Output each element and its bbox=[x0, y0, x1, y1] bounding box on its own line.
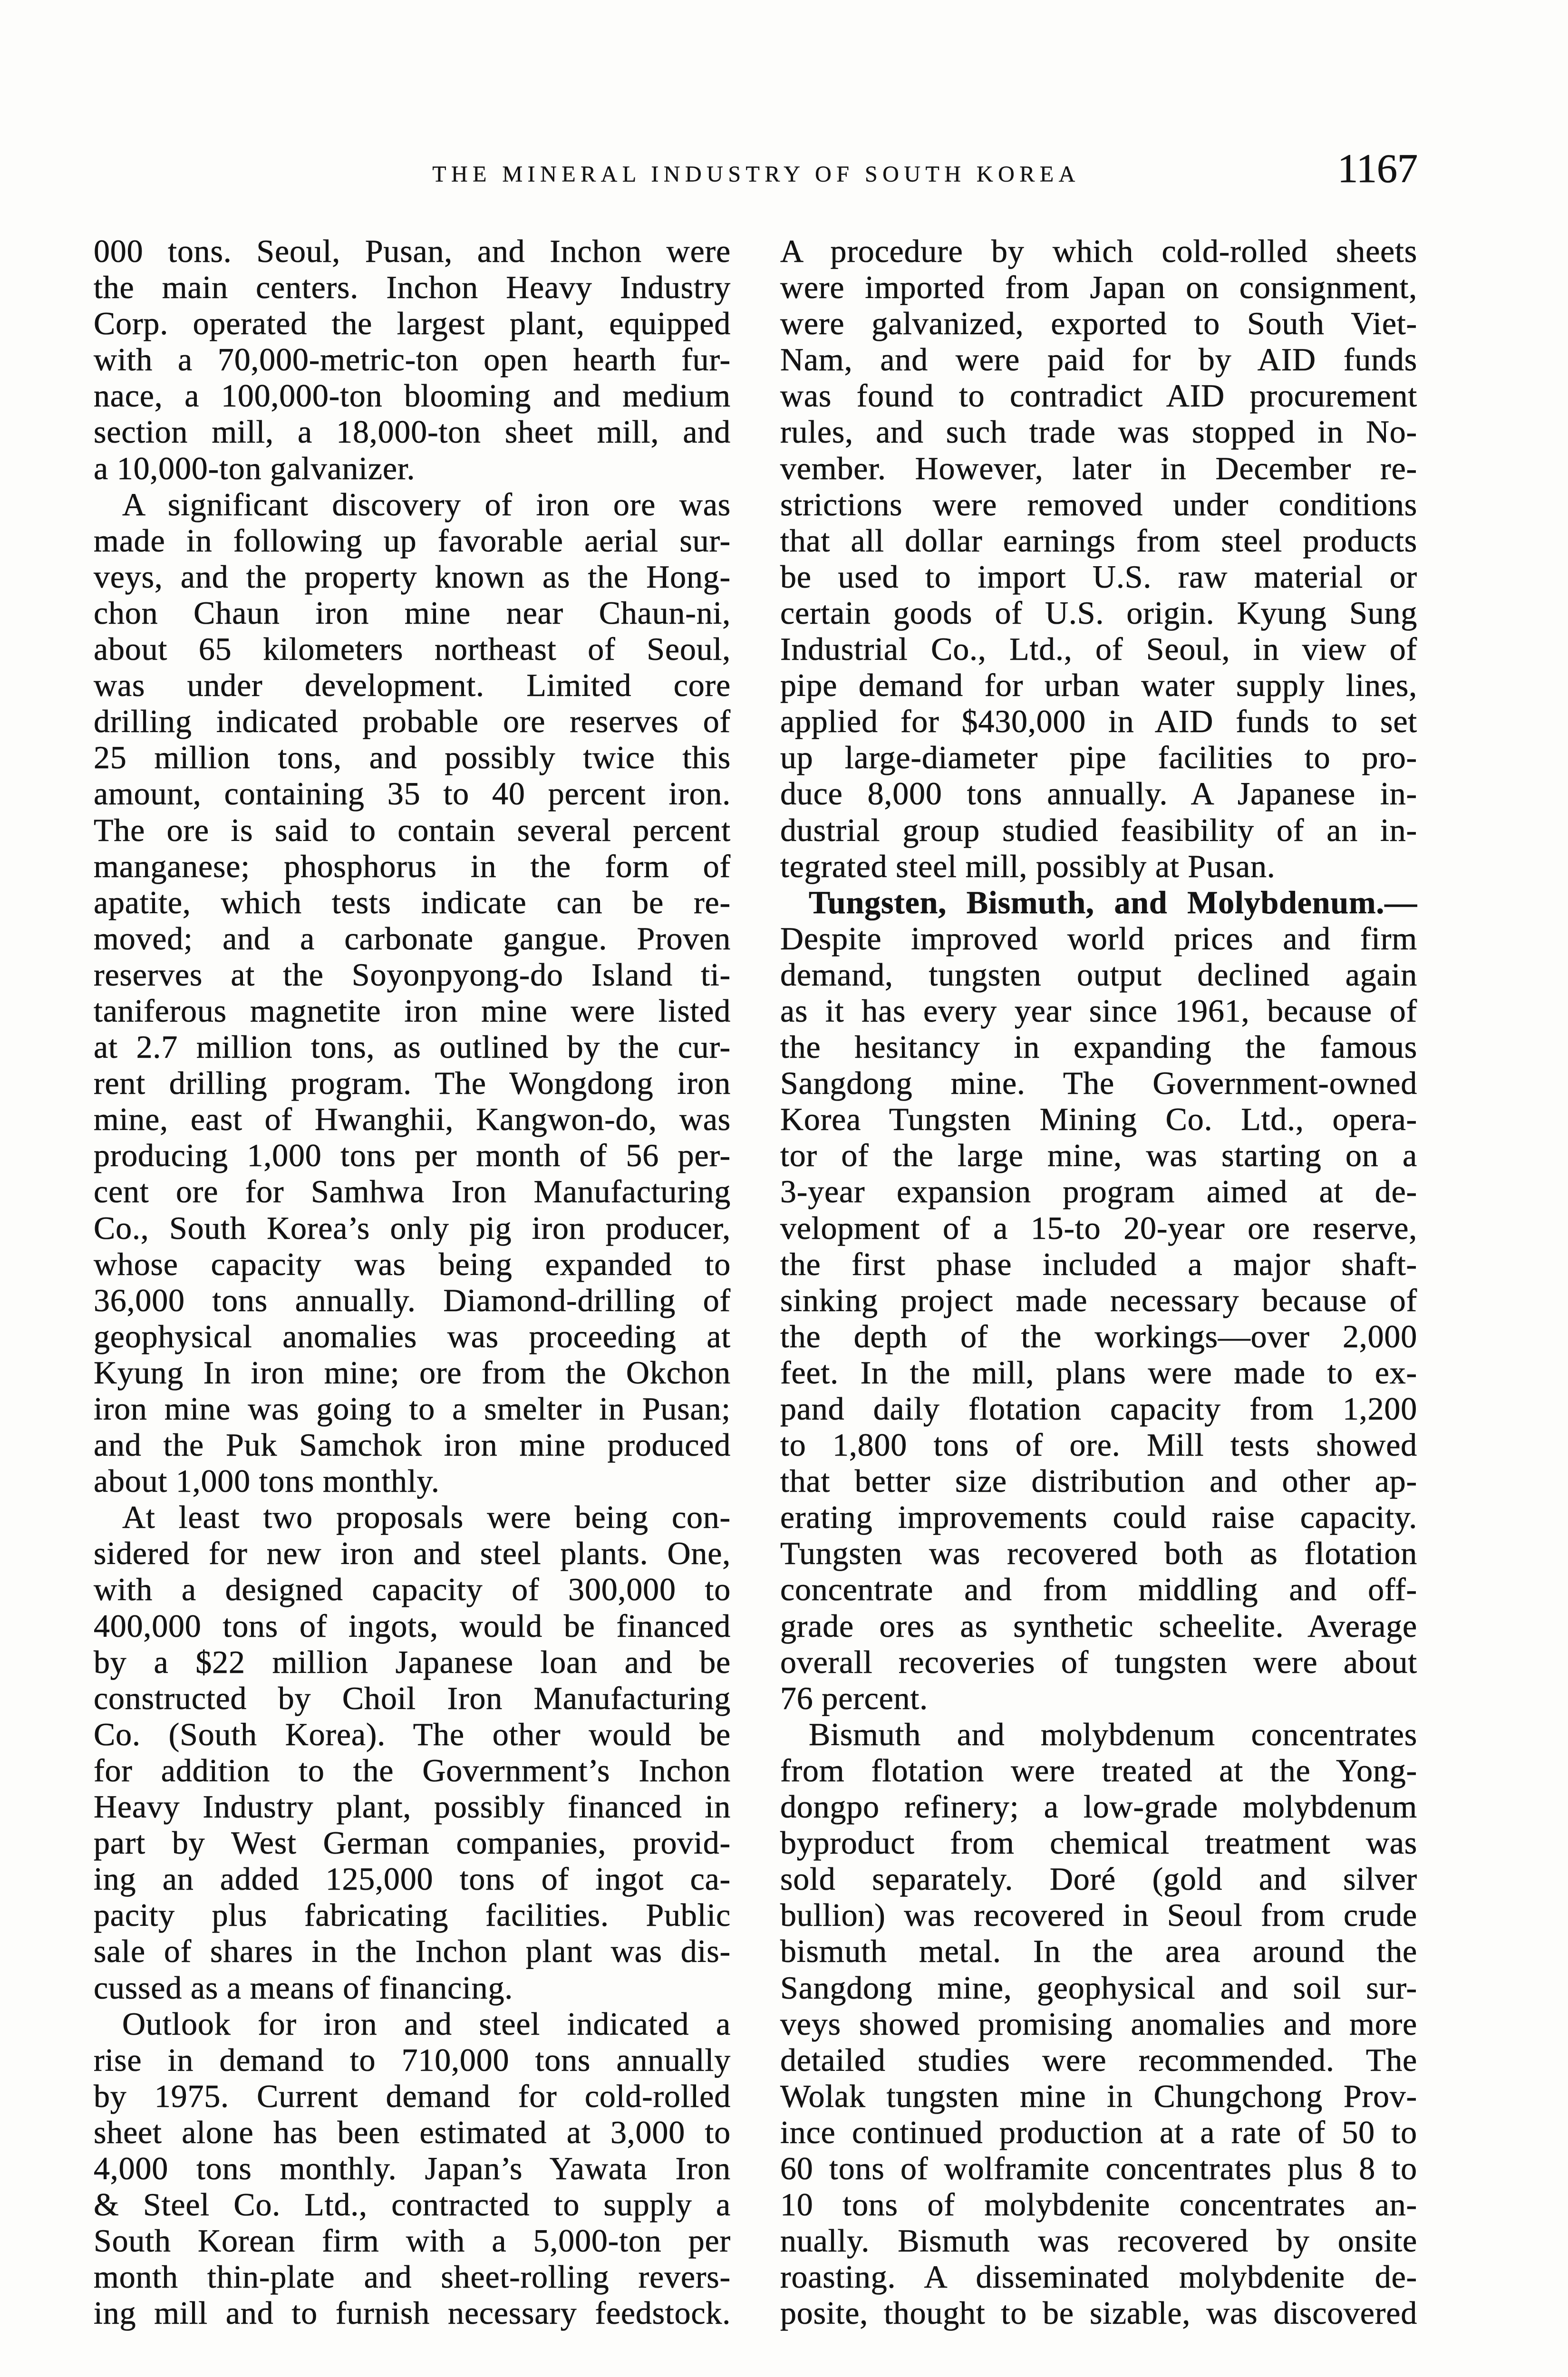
text-line: was found to contradict AID procurement bbox=[780, 377, 1417, 414]
text-line: 60 tons of wolframite concentrates plus 8 to bbox=[780, 2150, 1417, 2186]
text-line: byproduct from chemical treatment was bbox=[780, 1825, 1417, 1861]
page-number: 1167 bbox=[1337, 145, 1418, 191]
text-line: that better size distribution and other ap- bbox=[780, 1463, 1417, 1499]
text-line: detailed studies were recommended. The bbox=[780, 2041, 1417, 2078]
text-line: strictions were removed under conditions bbox=[780, 486, 1417, 522]
text-line: velopment of a 15-to 20-year ore reserve, bbox=[780, 1209, 1417, 1246]
text-line: was under development. Limited core bbox=[94, 667, 731, 704]
text-line: manganese; phosphorus in the form of bbox=[94, 848, 731, 884]
text-line: duce 8,000 tons annually. A Japanese in- bbox=[780, 775, 1417, 812]
text-line: producing 1,000 tons per month of 56 per- bbox=[94, 1137, 731, 1174]
text-line: from flotation were treated at the Yong- bbox=[780, 1752, 1417, 1788]
text-line: 25 million tons, and possibly twice this bbox=[94, 739, 731, 776]
paragraph-continued bbox=[94, 233, 731, 486]
text-line: sinking project made necessary because of bbox=[780, 1282, 1417, 1318]
text-line: A procedure by which cold-rolled sheets bbox=[780, 233, 1417, 269]
text-line: South Korean firm with a 5,000-ton per bbox=[94, 2222, 731, 2259]
text-line: concentrate and from middling and off- bbox=[780, 1571, 1417, 1608]
text-line: grade ores as synthetic scheelite. Average bbox=[780, 1607, 1417, 1644]
text-line: sidered for new iron and steel plants. One, bbox=[94, 1535, 731, 1572]
text-line: pipe demand for urban water supply lines, bbox=[780, 667, 1417, 704]
text-line: Sangdong mine. The Government-owned bbox=[780, 1065, 1417, 1102]
text-line: pacity plus fabricating facilities. Public bbox=[94, 1897, 731, 1933]
text-line: 10 tons of molybdenite concentrates an- bbox=[780, 2186, 1417, 2223]
text-line: constructed by Choil Iron Manufacturing bbox=[94, 1680, 731, 1716]
text-line: were galvanized, exported to South Viet- bbox=[780, 305, 1417, 342]
text-line: to 1,800 tons of ore. Mill tests showed bbox=[780, 1427, 1417, 1463]
left-column bbox=[94, 233, 731, 2331]
text-line: bismuth metal. In the area around the bbox=[780, 1933, 1417, 1970]
text-line: for addition to the Government’s Inchon bbox=[94, 1752, 731, 1788]
text-line: cussed as a means of financing. bbox=[94, 1969, 513, 2006]
text-line: that all dollar earnings from steel products bbox=[780, 522, 1417, 559]
text-line: rules, and such trade was stopped in No- bbox=[780, 414, 1417, 450]
text-line: ing an added 125,000 tons of ingot ca- bbox=[94, 1861, 731, 1897]
text-line: Outlook for iron and steel indicated a bbox=[122, 2005, 731, 2042]
text-line: Bismuth and molybdenum concentrates bbox=[809, 1716, 1417, 1752]
text-line: Co. (South Korea). The other would be bbox=[94, 1716, 731, 1752]
text-line: rise in demand to 710,000 tons annually bbox=[94, 2041, 731, 2078]
text-line: Tungsten was recovered both as flotation bbox=[780, 1535, 1417, 1572]
text-line: veys, and the property known as the Hong- bbox=[94, 558, 731, 595]
text-line: sold separately. Doré (gold and silver bbox=[780, 1861, 1417, 1897]
text-line: applied for $430,000 in AID funds to set bbox=[780, 703, 1417, 740]
text-line: cent ore for Samhwa Iron Manufacturing bbox=[94, 1173, 731, 1210]
text-line: & Steel Co. Ltd., contracted to supply a bbox=[94, 2186, 731, 2223]
text-line: by 1975. Current demand for cold-rolled bbox=[94, 2077, 731, 2114]
text-line: the first phase included a major shaft- bbox=[780, 1246, 1417, 1282]
text-line: as it has every year since 1961, because of bbox=[780, 992, 1417, 1029]
text-line: 000 tons. Seoul, Pusan, and Inchon were bbox=[94, 233, 731, 269]
text-line: The ore is said to contain several percent bbox=[94, 812, 731, 848]
text-line: bullion) was recovered in Seoul from crude bbox=[780, 1897, 1417, 1933]
text-line: and the Puk Samchok iron mine produced bbox=[94, 1427, 731, 1463]
text-line: nually. Bismuth was recovered by onsite bbox=[780, 2222, 1417, 2259]
running-head bbox=[95, 0, 1418, 200]
text-line: Kyung In iron mine; ore from the Okchon bbox=[94, 1354, 731, 1391]
text-line: part by West German companies, provid- bbox=[94, 1825, 731, 1861]
text-line: demand, tungsten output declined again bbox=[780, 956, 1417, 993]
text-line: iron mine was going to a smelter in Pusan; bbox=[94, 1391, 731, 1427]
paragraph bbox=[780, 1716, 1417, 2331]
text-line: Despite improved world prices and firm bbox=[780, 920, 1417, 957]
text-line: made in following up favorable aerial sur- bbox=[94, 522, 731, 559]
text-line: Korea Tungsten Mining Co. Ltd., opera- bbox=[780, 1101, 1417, 1138]
text-line: nace, a 100,000-ton blooming and medium bbox=[94, 377, 731, 414]
text-line: At least two proposals were being con- bbox=[122, 1499, 731, 1536]
text-line: vember. However, later in December re- bbox=[780, 450, 1417, 486]
text-line: a 10,000-ton galvanizer. bbox=[94, 450, 416, 486]
text-line: moved; and a carbonate gangue. Proven bbox=[94, 920, 731, 957]
text-line: dongpo refinery; a low-grade molybdenum bbox=[780, 1788, 1417, 1825]
text-line: certain goods of U.S. origin. Kyung Sung bbox=[780, 594, 1417, 631]
paragraph bbox=[94, 486, 731, 1499]
text-line: Co., South Korea’s only pig iron producer, bbox=[94, 1209, 731, 1246]
text-line: by a $22 million Japanese loan and be bbox=[94, 1643, 731, 1680]
text-line: erating improvements could raise capacity. bbox=[780, 1499, 1417, 1536]
text-line: Heavy Industry plant, possibly financed in bbox=[94, 1788, 731, 1825]
text-line: reserves at the Soyonpyong-do Island ti- bbox=[94, 956, 731, 993]
text-line: 400,000 tons of ingots, would be financed bbox=[94, 1607, 731, 1644]
text-line: ince continued production at a rate of 50 to bbox=[780, 2114, 1417, 2150]
paragraph bbox=[94, 1499, 731, 2005]
text-line: tor of the large mine, was starting on a bbox=[780, 1137, 1417, 1174]
text-line: section mill, a 18,000-ton sheet mill, and bbox=[94, 414, 731, 450]
text-line: taniferous magnetite iron mine were listed bbox=[94, 992, 731, 1029]
text-line: sheet alone has been estimated at 3,000 to bbox=[94, 2114, 731, 2150]
text-line: the depth of the workings—over 2,000 bbox=[780, 1318, 1417, 1354]
text-line: posite, thought to be sizable, was discovered bbox=[780, 2295, 1417, 2331]
text-line: with a 70,000-metric-ton open hearth fur- bbox=[94, 341, 731, 378]
section-heading: Tungsten, Bismuth, and Molybdenum.— bbox=[809, 884, 1417, 920]
text-line: chon Chaun iron mine near Chaun-ni, bbox=[94, 594, 731, 631]
text-line: the main centers. Inchon Heavy Industry bbox=[94, 269, 731, 306]
text-line: mine, east of Hwanghii, Kangwon-do, was bbox=[94, 1101, 731, 1138]
text-line: A significant discovery of iron ore was bbox=[122, 486, 731, 522]
text-line: be used to import U.S. raw material or bbox=[780, 558, 1417, 595]
running-title: THE MINERAL INDUSTRY OF SOUTH KOREA bbox=[432, 162, 1080, 187]
text-line: roasting. A disseminated molybdenite de- bbox=[780, 2259, 1417, 2295]
text-line: 3-year expansion program aimed at de- bbox=[780, 1173, 1417, 1210]
text-line: Wolak tungsten mine in Chungchong Prov- bbox=[780, 2077, 1417, 2114]
text-line: about 1,000 tons monthly. bbox=[94, 1463, 440, 1499]
text-line: whose capacity was being expanded to bbox=[94, 1246, 731, 1282]
text-line: up large-diameter pipe facilities to pro- bbox=[780, 739, 1417, 776]
text-line: tegrated steel mill, possibly at Pusan. bbox=[780, 848, 1276, 884]
text-line: pand daily flotation capacity from 1,200 bbox=[780, 1391, 1417, 1427]
text-line: Sangdong mine, geophysical and soil sur- bbox=[780, 1969, 1417, 2006]
paragraph bbox=[94, 2006, 731, 2331]
text-line: rent drilling program. The Wongdong iron bbox=[94, 1065, 731, 1102]
text-line: about 65 kilometers northeast of Seoul, bbox=[94, 631, 731, 667]
text-line: feet. In the mill, plans were made to ex- bbox=[780, 1354, 1417, 1391]
text-line: 36,000 tons annually. Diamond-drilling of bbox=[94, 1282, 731, 1318]
text-line: with a designed capacity of 300,000 to bbox=[94, 1571, 731, 1608]
text-line: overall recoveries of tungsten were about bbox=[780, 1643, 1417, 1680]
text-line: ing mill and to furnish necessary feedstock. bbox=[94, 2295, 731, 2331]
text-line: Industrial Co., Ltd., of Seoul, in view of bbox=[780, 631, 1417, 667]
text-line: Nam, and were paid for by AID funds bbox=[780, 341, 1417, 378]
text-line: at 2.7 million tons, as outlined by the cur- bbox=[94, 1029, 731, 1065]
text-line: Corp. operated the largest plant, equipped bbox=[94, 305, 731, 342]
text-line: dustrial group studied feasibility of an in- bbox=[780, 812, 1417, 848]
text-line: 76 percent. bbox=[780, 1680, 928, 1716]
text-line: amount, containing 35 to 40 percent iron. bbox=[94, 775, 731, 812]
text-line: 4,000 tons monthly. Japan’s Yawata Iron bbox=[94, 2150, 731, 2186]
paragraph-continued bbox=[780, 233, 1417, 884]
text-line: drilling indicated probable ore reserves of bbox=[94, 703, 731, 740]
right-column bbox=[780, 233, 1417, 2331]
text-line: the hesitancy in expanding the famous bbox=[780, 1029, 1417, 1065]
paragraph bbox=[780, 884, 1417, 1716]
text-line: geophysical anomalies was proceeding at bbox=[94, 1318, 731, 1354]
text-line: veys showed promising anomalies and more bbox=[780, 2005, 1417, 2042]
text-line: were imported from Japan on consignment, bbox=[780, 269, 1417, 306]
text-line: apatite, which tests indicate can be re- bbox=[94, 884, 731, 920]
text-line: sale of shares in the Inchon plant was dis- bbox=[94, 1933, 731, 1970]
text-line: month thin-plate and sheet-rolling revers- bbox=[94, 2259, 731, 2295]
